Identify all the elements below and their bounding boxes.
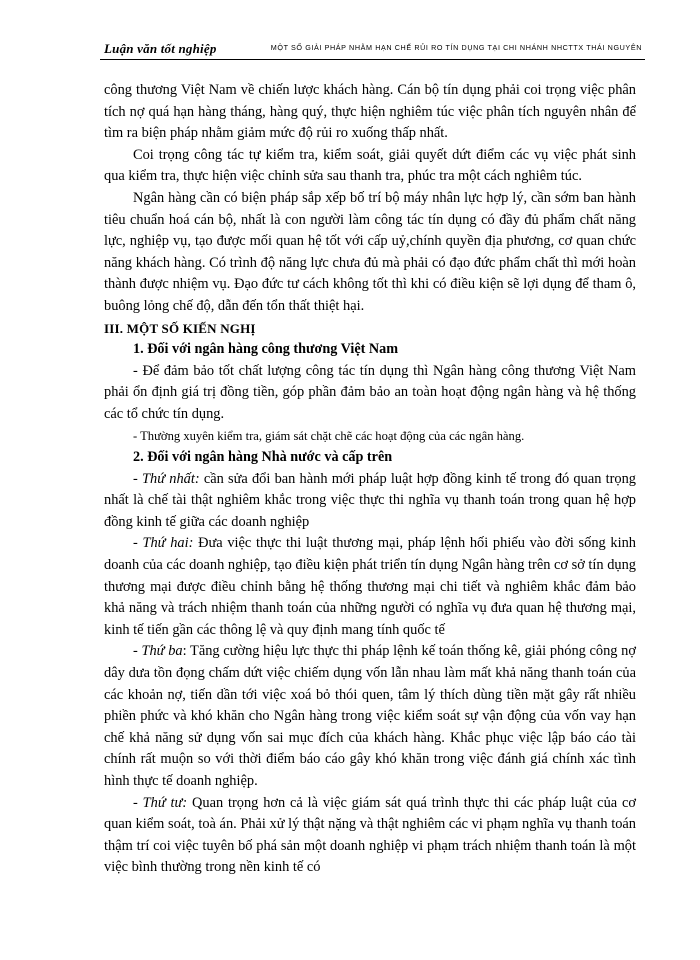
item-text: cần sửa đổi ban hành mới pháp luật hợp đồng kinh tế trong đó quan trọng nhất là chế tài thật nghiêm khắc trong việc thực thi nghĩa vụ thanh toán trong quan hệ hợp đồng kinh tế giữa các doanh nghiệp: [104, 470, 636, 530]
paragraph: - Thường xuyên kiểm tra, giám sát chặt chẽ các hoạt động của các ngân hàng.: [133, 428, 525, 443]
section-heading: III. MỘT SỐ KIẾN NGHỊ: [104, 320, 256, 336]
item-text: Đưa việc thực thi luật thương mại, pháp lệnh hối phiếu vào đời sống kinh doanh của các doanh nghiệp, tạo điều kiện phát triển tín dụng Ngân hàng trên cơ sở tín dụng thương mại được điều chỉnh bằng hệ thống thương mại chi tiết và nghiêm khắc đảm bảo khả năng và trách nhiệm thanh toán của những người có nghĩa vụ đưa quan hệ thương mại, kinh tế tiến gần các thông lệ và quy định mang tính quốc tế: [104, 535, 636, 638]
item-text: Quan trọng hơn cả là việc giám sát quá trình thực thi các pháp luật của cơ quan kiểm soát, toà án. Phải xử lý thật nặng và thật nghiêm các vi phạm nghĩa vụ thanh toán thậm trí coi việc tuyên bố phá sản một doanh nghiệp vi phạm trách nhiệm thanh toán là một việc bình thường trong nền kinh tế có: [104, 794, 636, 876]
item-text: : Tăng cường hiệu lực thực thi pháp lệnh kế toán thống kê, giải phóng công nợ dây dưa tồn đọng chấm dứt việc chiếm dụng vốn lẫn nhau làm mất khả năng thanh toán của các khoản nợ, tiến dần tới việc xoá bỏ thói quen, tâm lý thích dùng tiền mặt gây rất nhiều phiền phức và khó khăn cho Ngân hàng trong việc kiểm soát sự vận động của vốn vay hạn chế khả năng sử dụng vốn sai mục đích của khách hàng. Khắc phục việc lập báo cáo tài chính rất muộn so với thời điểm báo cáo gây khó khăn trong việc đánh giá chính xác tình hình thực tế doanh nghiệp.: [104, 643, 636, 789]
document-body: [104, 80, 636, 879]
item-label: - Thứ nhất:: [133, 470, 200, 487]
list-item: [104, 641, 636, 792]
paragraph: - Để đảm bảo tốt chất lượng công tác tín dụng thì Ngân hàng công thương Việt Nam phải ổn định giá trị đồng tiền, góp phần đảm bảo an toàn hoạt động ngân hàng và hệ thống các tổ chức tín dụng.: [104, 362, 636, 422]
paragraph: Coi trọng công tác tự kiểm tra, kiểm soát, giải quyết dứt điểm các vụ việc phát sinh qua kiểm tra, thực hiện việc chỉnh sửa sau thanh tra, phúc tra một cách nghiêm túc.: [104, 146, 636, 185]
paragraph: Ngân hàng cần có biện pháp sắp xếp bố trí bộ máy nhân lực hợp lý, cần sớm ban hành tiêu chuẩn hoá cán bộ, nhất là con người làm công tác tín dụng có đầy đủ phẩm chất năng lực, nghiệp vụ, tạo được mối quan hệ tốt với cấp uỷ,chính quyền địa phương, cơ quan chức năng khách hàng. Có trình độ năng lực chưa đủ mà phải có đạo đức phẩm chất thì mới hoàn thành được nhiệm vụ. Đạo đức tư cách không tốt thì khi có điều kiện sẽ lợi dụng để tham ô, buông lỏng chế độ, dẫn đến tổn thất thiệt hại.: [104, 189, 636, 314]
paragraph: công thương Việt Nam về chiến lược khách hàng. Cán bộ tín dụng phải coi trọng việc phân tích nợ quá hạn hàng tháng, hàng quý, thực hiện nghiêm túc việc phân tích nguyên nhân để tìm ra biện pháp nhằm giảm mức độ rủi ro xuống thấp nhất.: [104, 82, 636, 142]
subsection-heading: 1. Đối với ngân hàng công thương Việt Nam: [133, 341, 399, 358]
list-item: [104, 533, 636, 641]
list-item: [104, 469, 636, 534]
header-divider: [100, 59, 645, 60]
item-label: - Thứ tư:: [133, 794, 188, 811]
subsection-heading: 2. Đối với ngân hàng Nhà nước và cấp trên: [133, 449, 393, 466]
list-item: [104, 793, 636, 879]
page-header: [104, 38, 642, 60]
item-label: - Thứ hai:: [133, 535, 194, 552]
header-document-title: MỘT SỐ GIẢI PHÁP NHẰM HẠN CHẾ RỦI RO TÍN DỤNG TẠI CHI NHÁNH NHCTTX THÁI NGUYÊN: [270, 43, 642, 52]
header-thesis-label: Luận văn tốt nghiệp: [104, 41, 217, 56]
item-label: - Thứ ba: [133, 643, 183, 660]
